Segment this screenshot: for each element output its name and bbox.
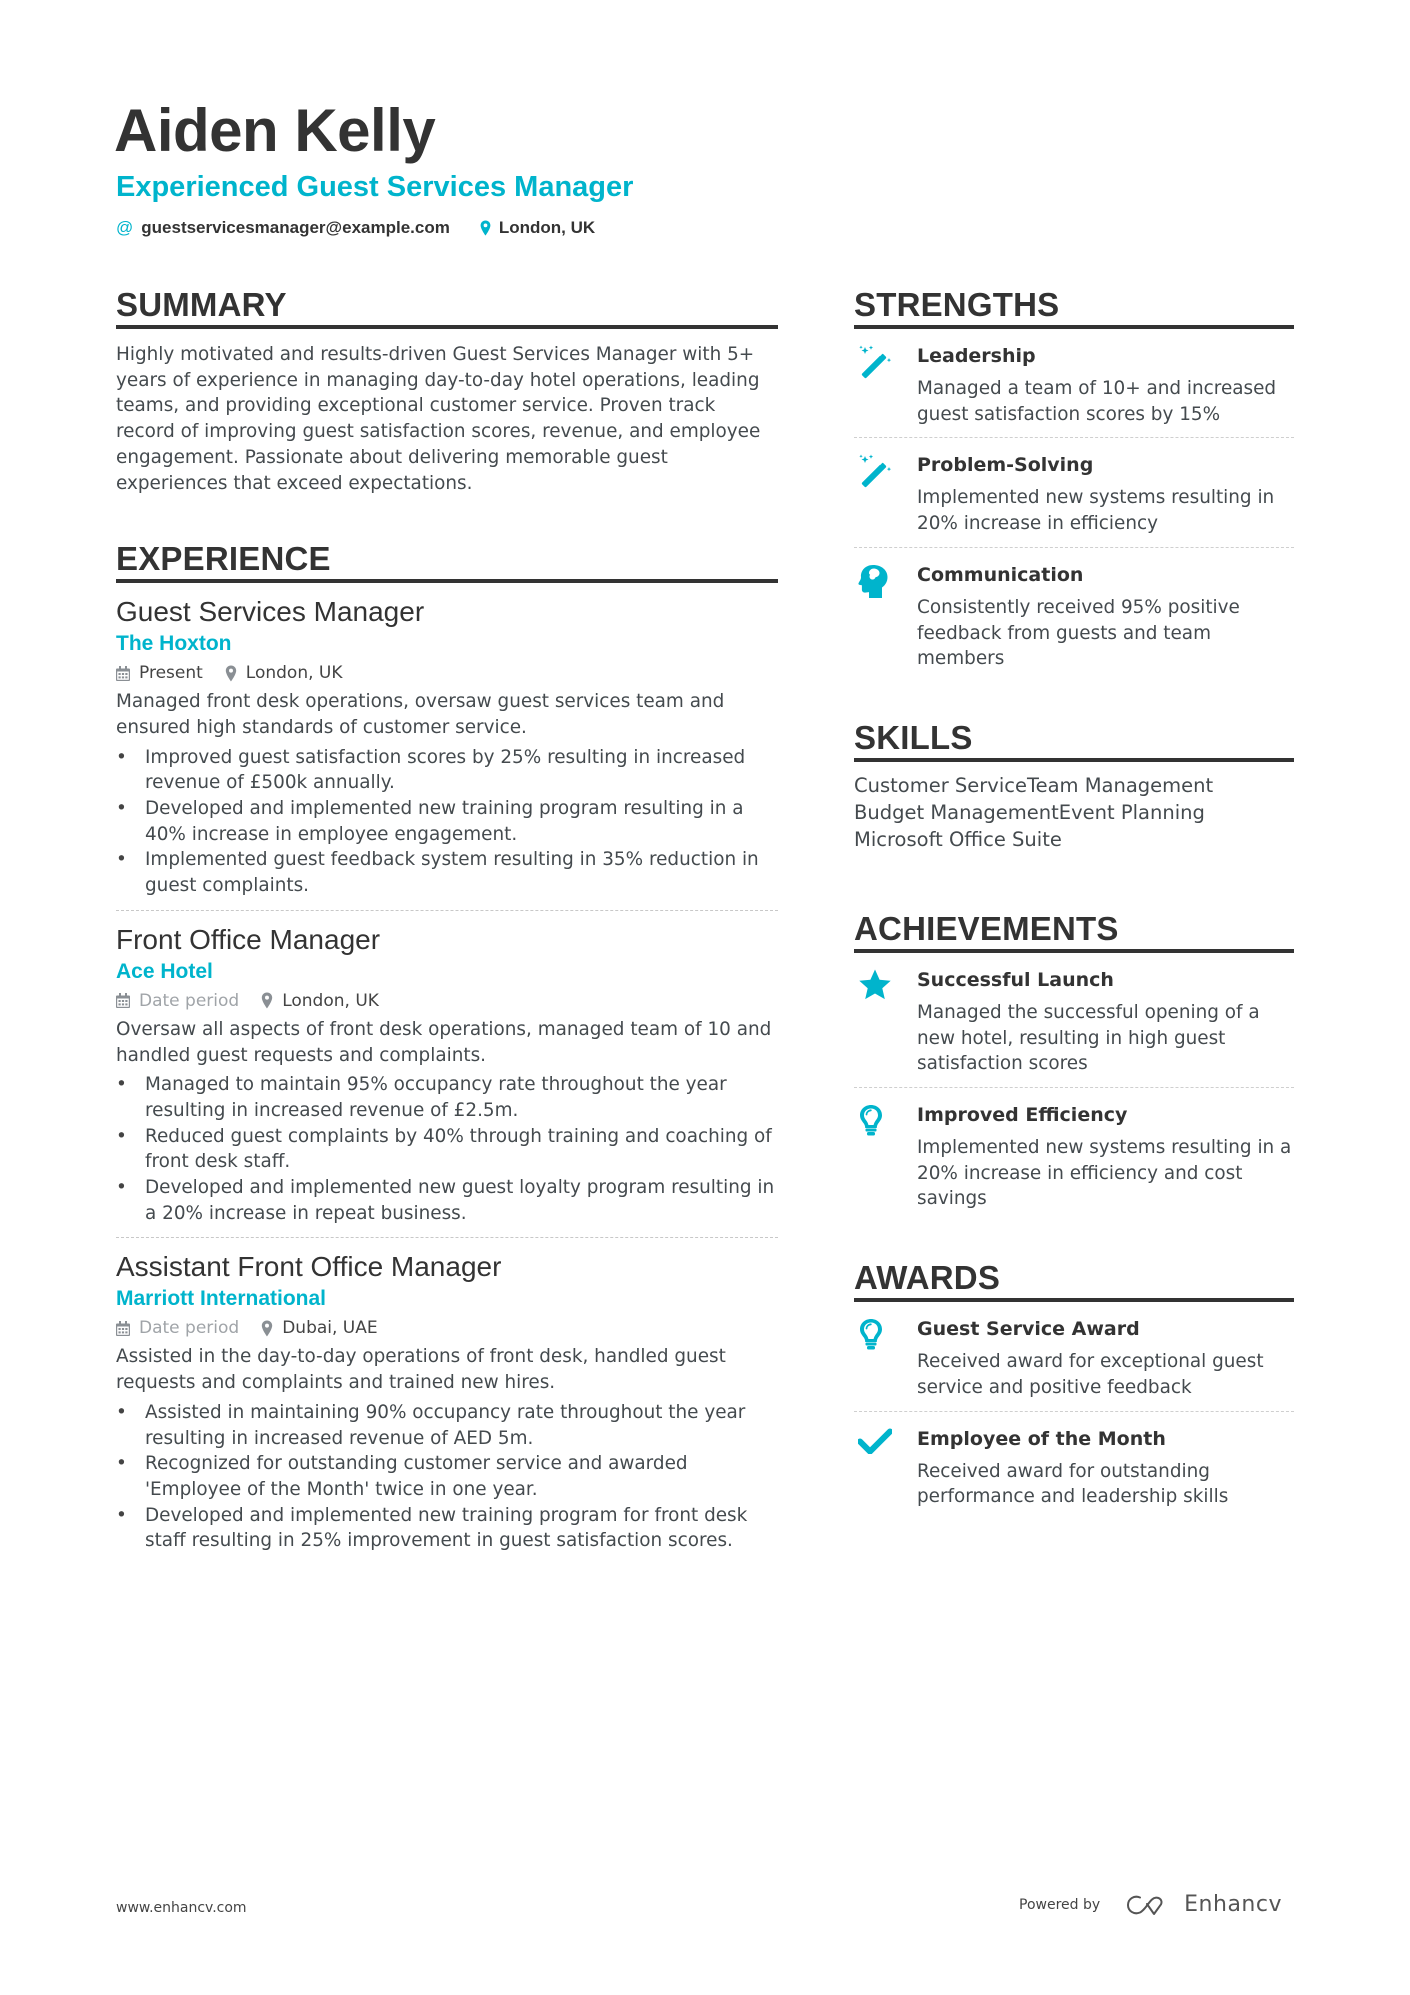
candidate-title: Experienced Guest Services Manager (116, 171, 634, 203)
map-pin-icon (225, 665, 237, 682)
award-item (854, 1302, 1294, 1411)
strength-description: Managed a team of 10+ and increased guest satisfaction scores by 15% (917, 378, 1277, 425)
bullet-item: • Recognized for outstanding customer service and awarded 'Employee of the Month' twice in one year. (116, 1451, 778, 1502)
head-brain-icon (858, 564, 890, 598)
powered-by-label: Powered by (1019, 1896, 1101, 1913)
contact-location (480, 218, 595, 238)
job-location: London, UK (245, 663, 343, 684)
award-title: Employee of the Month (917, 1427, 1166, 1450)
job-bullets (116, 1072, 778, 1226)
job-title: Front Office Manager (116, 923, 381, 955)
strength-description: Implemented new systems resulting in 20% increase in efficiency (917, 487, 1275, 535)
award-description: Received award for exceptional guest service and positive feedback (917, 1351, 1264, 1398)
company-name: Ace Hotel (116, 959, 213, 983)
calendar-icon (116, 666, 130, 681)
achievement-description: Managed the successful opening of a new hotel, resulting in high guest satisfaction scores (917, 1001, 1260, 1075)
experience-section (116, 541, 778, 1565)
skills-heading: SKILLS (854, 720, 1294, 762)
location-text: London, UK (498, 218, 596, 237)
achievement-title: Improved Efficiency (917, 1104, 1128, 1127)
bullet-item: • Developed and implemented new training program for front desk staff resulting in 25% improvement in guest satisfaction scores. (116, 1503, 778, 1554)
contact-row (116, 218, 595, 238)
calendar-icon (116, 993, 130, 1008)
company-name: The Hoxton (116, 632, 232, 656)
calendar-icon (116, 1321, 130, 1336)
bullet-item: • Implemented guest feedback system resulting in 35% reduction in guest complaints. (116, 847, 778, 898)
achievements-heading: ACHIEVEMENTS (854, 911, 1294, 953)
bullet-item: • Developed and implemented new training program resulting in a 40% increase in employee engagement. (116, 796, 778, 847)
enhancv-logo (1126, 1892, 1282, 1917)
job-meta (116, 659, 778, 687)
lightbulb-icon (858, 1318, 884, 1350)
company-name: Marriott International (116, 1287, 327, 1311)
job-description: Managed front desk operations, oversaw guest services team and ensured high standards of customer service. (116, 691, 725, 738)
enhancv-logo-icon (1126, 1894, 1172, 1916)
checkmark-icon (858, 1428, 892, 1454)
achievements-section (854, 911, 1294, 1222)
strength-item (854, 329, 1294, 438)
award-title: Guest Service Award (917, 1318, 1140, 1341)
email-text: guestservicesmanager@example.com (141, 218, 450, 237)
bullet-item: • Improved guest satisfaction scores by 25% resulting in increased revenue of £500k annually. (116, 745, 778, 796)
bullet-item: • Reduced guest complaints by 40% through training and coaching of front desk staff. (116, 1124, 778, 1175)
strength-item (854, 438, 1294, 547)
job-meta (116, 1314, 778, 1342)
strength-description: Consistently received 95% positive feedback from guests and team members (917, 596, 1240, 670)
achievement-description: Implemented new systems resulting in a 20% increase in efficiency and cost savings (917, 1137, 1292, 1210)
strength-title: Communication (917, 563, 1084, 586)
job-location: Dubai, UAE (282, 1318, 378, 1339)
left-column (116, 287, 778, 1565)
awards-section (854, 1260, 1294, 1520)
summary-text: Highly motivated and results-driven Guest Services Manager with 5+ years of experience in managing day-to-day hotel operations, leading teams, and providing exceptional customer service. Proven track record of improving guest satisfaction scores, revenue, and employee engagement. Passionate about delivering memorable guest experiences that exceed expectations. (116, 344, 761, 494)
awards-heading: AWARDS (854, 1260, 1294, 1302)
experience-entry (116, 583, 778, 911)
skills-line: Budget ManagementEvent Planning (854, 800, 1205, 824)
job-description: Assisted in the day-to-day operations of front desk, handled guest requests and complaints and trained new hires. (116, 1346, 726, 1394)
award-description: Received award for outstanding performance and leadership skills (917, 1460, 1229, 1508)
footer-branding[interactable] (1019, 1892, 1282, 1917)
achievement-item (854, 1088, 1294, 1222)
candidate-name: Aiden Kelly (114, 97, 436, 164)
summary-heading: SUMMARY (116, 287, 778, 329)
summary-section (116, 287, 778, 496)
job-title: Guest Services Manager (116, 596, 425, 628)
job-title: Assistant Front Office Manager (116, 1251, 502, 1283)
job-bullets (116, 1400, 778, 1554)
job-date: Present (139, 663, 203, 684)
experience-entry (116, 911, 778, 1239)
achievement-title: Successful Launch (917, 968, 1114, 991)
job-bullets (116, 745, 778, 899)
strength-title: Leadership (917, 345, 1036, 367)
skills-line: Microsoft Office Suite (854, 827, 1062, 851)
footer-website-link[interactable]: www.enhancv.com (116, 1900, 247, 1916)
strength-item (854, 548, 1294, 682)
job-date: Date period (139, 1318, 240, 1339)
bullet-item: • Managed to maintain 95% occupancy rate throughout the year resulting in increased revenue of £2.5m. (116, 1072, 778, 1123)
at-icon: @ (116, 218, 134, 237)
skills-list (854, 772, 1294, 853)
experience-entry (116, 1238, 778, 1565)
strengths-section (854, 287, 1294, 682)
strengths-heading: STRENGTHS (854, 287, 1294, 329)
contact-email[interactable] (116, 218, 450, 238)
right-column (854, 287, 1294, 1520)
skills-line: Customer ServiceTeam Management (854, 773, 1214, 797)
map-pin-icon (261, 1320, 273, 1337)
brand-name: Enhancv (1184, 1892, 1282, 1917)
bullet-item: • Developed and implemented new guest loyalty program resulting in a 20% increase in repeat business. (116, 1175, 778, 1226)
star-icon (858, 969, 892, 1001)
magic-wand-icon (858, 454, 892, 488)
experience-heading: EXPERIENCE (116, 541, 778, 583)
award-item (854, 1412, 1294, 1520)
strength-title: Problem-Solving (917, 454, 1094, 477)
skills-section (854, 720, 1294, 853)
job-description: Oversaw all aspects of front desk operations, managed team of 10 and handled guest requests and complaints. (116, 1018, 772, 1066)
bullet-item: • Assisted in maintaining 90% occupancy rate throughout the year resulting in increased revenue of AED 5m. (116, 1400, 778, 1451)
job-date: Date period (139, 990, 240, 1011)
magic-wand-icon (858, 345, 892, 379)
map-pin-icon (480, 220, 491, 236)
job-location: London, UK (282, 990, 379, 1011)
job-meta (116, 987, 778, 1015)
achievement-item (854, 953, 1294, 1088)
lightbulb-icon (858, 1104, 884, 1136)
map-pin-icon (261, 992, 273, 1009)
